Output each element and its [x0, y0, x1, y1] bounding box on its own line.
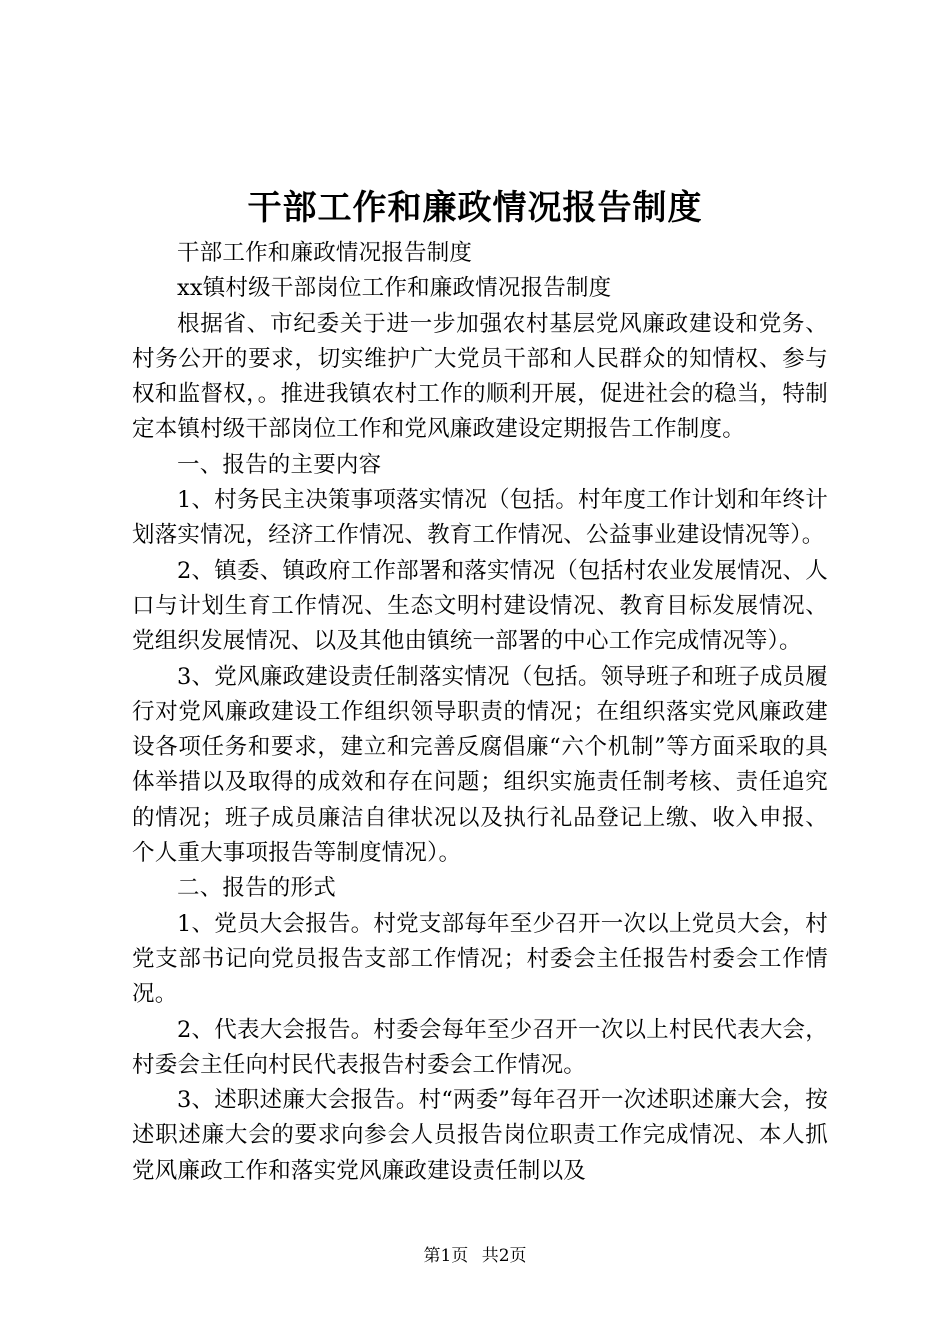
paragraph-item-1-3: 3、党风廉政建设责任制落实情况（包括。领导班子和班子成员履行对党风廉政建设工作组织领导职责的情况；在组织落实党风廉政建设各项任务和要求，建立和完善反腐倡廉“六个机制”等方面采取的具体举措以及取得的成效和存在问题；组织实施责任制考核、责任追究的情况；班子成员廉洁自律状况以及执行礼品登记上缴、收入申报、个人重大事项报告等制度情况）。: [132, 663, 828, 867]
section-heading-1: 一、报告的主要内容: [177, 451, 382, 478]
page-number: 第1页: [423, 1246, 469, 1266]
paragraph-intro: 根据省、市纪委关于进一步加强农村基层党风廉政建设和党务、村务公开的要求，切实维护广大党员干部和人民群众的知情权、参与权和监督权，。推进我镇农村工作的顺利开展，促进社会的稳当，特制定本镇村级干部岗位工作和党风廉政建设定期报告工作制度。: [132, 310, 828, 443]
paragraph-item-1-2: 2、镇委、镇政府工作部署和落实情况（包括村农业发展情况、人口与计划生育工作情况、生态文明村建设情况、教育目标发展情况、党组织发展情况、以及其他由镇统一部署的中心工作完成情况等）。: [132, 557, 828, 655]
section-heading-2: 二、报告的形式: [177, 875, 336, 902]
document-body: [132, 236, 828, 1189]
page-footer: [0, 1244, 950, 1268]
paragraph-item-2-3: 3、述职述廉大会报告。村“两委”每年召开一次述职述廉大会，按述职述廉大会的要求向参会人员报告岗位职责工作完成情况、本人抓党风廉政工作和落实党风廉政建设责任制以及: [132, 1087, 828, 1184]
paragraph-item-2-2: 2、代表大会报告。村委会每年至少召开一次以上村民代表大会，村委会主任向村民代表报告村委会工作情况。: [132, 1016, 828, 1078]
paragraph-item-2-1: 1、党员大会报告。村党支部每年至少召开一次以上党员大会，村党支部书记向党员报告支部工作情况；村委会主任报告村委会工作情况。: [132, 910, 828, 1008]
paragraph-heading: xx镇村级干部岗位工作和廉政情况报告制度: [177, 275, 612, 302]
paragraph-item-1-1: 1、村务民主决策事项落实情况（包括。村年度工作计划和年终计划落实情况，经济工作情况、教育工作情况、公益事业建设情况等）。: [132, 487, 828, 549]
page-total: 共2页: [481, 1246, 527, 1266]
paragraph-subtitle: 干部工作和廉政情况报告制度: [177, 240, 473, 266]
document-title: 干部工作和廉政情况报告制度: [247, 188, 703, 228]
